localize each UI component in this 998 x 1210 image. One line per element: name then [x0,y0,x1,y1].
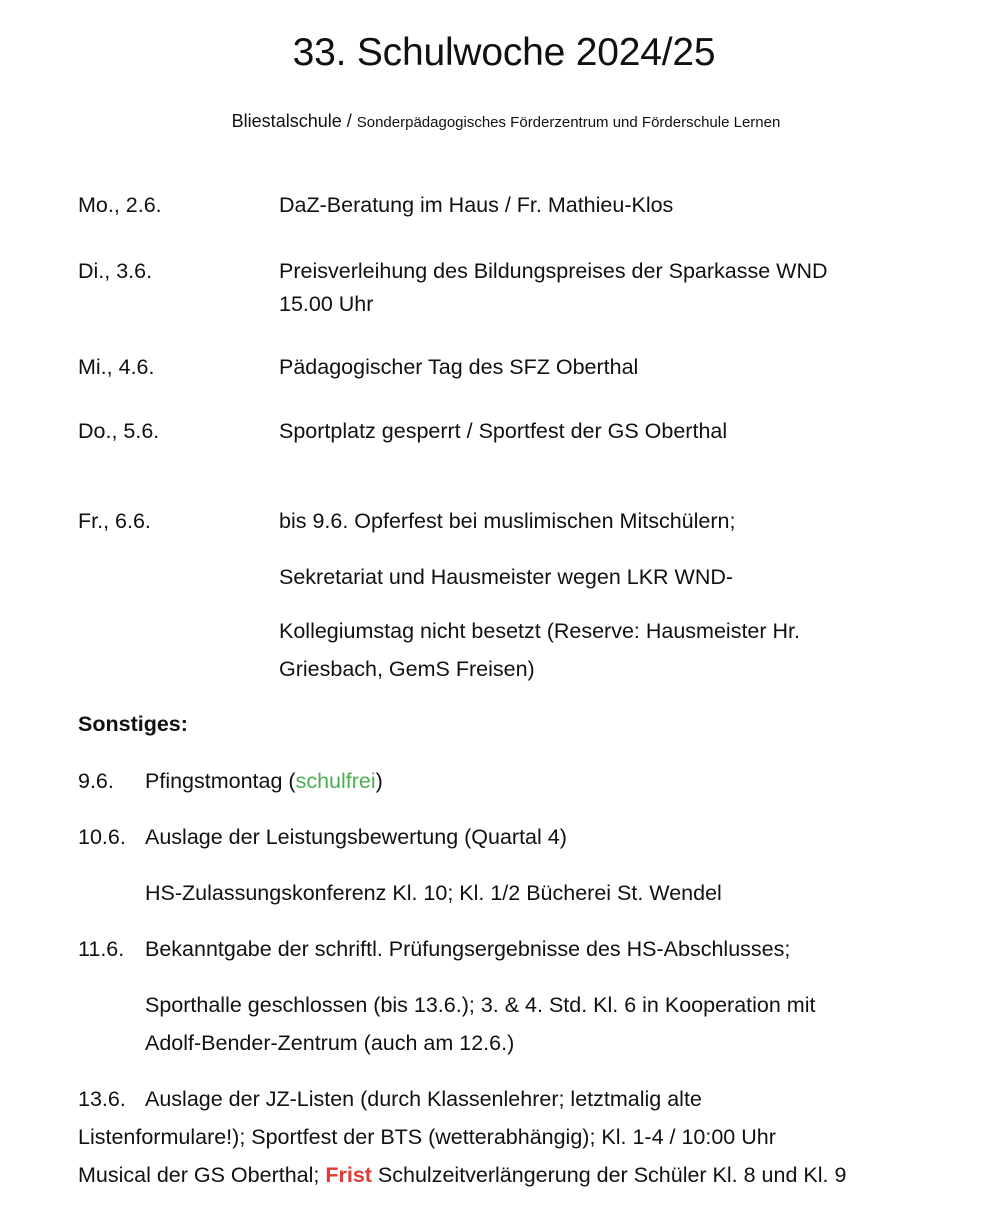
item-text-line: Listenformulare!); Sportfest der BTS (wetterabhängig); Kl. 1-4 / 10:00 Uhr [78,1125,776,1149]
item-text: Musical der GS Oberthal; [78,1163,326,1187]
item-text: Pfingstmontag ( [145,769,296,793]
event-text [279,505,919,688]
day-label: Fr., 6.6. [78,509,151,533]
item-text: Auslage der JZ-Listen (durch Klassenlehrer; letztmalig alte [145,1087,702,1111]
event-line: Griesbach, GemS Freisen) [279,657,535,681]
day-label: Mi., 4.6. [78,355,155,379]
other-item-10-6 [78,818,948,912]
item-text-line [78,1156,948,1194]
day-label: Di., 3.6. [78,259,153,283]
item-text: Bekanntgabe der schriftl. Prüfungsergebnisse des HS-Abschlusses; [145,937,791,961]
item-text: Auslage der Leistungsbewertung (Quartal 4) [145,825,567,849]
deadline-label: Frist [325,1163,372,1187]
event-text [279,255,919,321]
page-title: 33. Schulwoche 2024/25 [292,31,716,74]
event-line: Kollegiumstag nicht besetzt (Reserve: Hausmeister Hr. [279,619,800,643]
event-line: DaZ-Beratung im Haus / Fr. Mathieu-Klos [279,193,674,217]
item-date: 9.6. [78,769,114,793]
item-continuation: Sporthalle geschlossen (bis 13.6.); 3. & 4. Std. Kl. 6 in Kooperation mit [145,993,816,1017]
other-item-11-6 [78,930,948,1062]
school-subtitle [0,109,998,135]
other-item-9-6 [78,762,948,800]
other-item-13-6 [78,1080,948,1194]
item-date: 10.6. [78,825,126,849]
other-heading: Sonstiges: [78,712,188,736]
event-line: Preisverleihung des Bildungspreises der Sparkasse WND [279,259,828,283]
item-continuation: Adolf-Bender-Zentrum (auch am 12.6.) [145,1031,515,1055]
holiday-status: schulfrei [295,769,376,793]
day-label: Mo., 2.6. [78,193,162,217]
item-continuation: HS-Zulassungskonferenz Kl. 10; Kl. 1/2 Bücherei St. Wendel [145,881,722,905]
day-label: Do., 5.6. [78,419,160,443]
event-line: Sportplatz gesperrt / Sportfest der GS Oberthal [279,419,728,443]
event-text [279,351,919,384]
event-text [279,189,919,222]
item-text-end: ) [375,769,383,793]
event-line: Sekretariat und Hausmeister wegen LKR WND- [279,565,734,589]
school-description: Sonderpädagogisches Förderzentrum und Förderschule Lernen [356,114,781,131]
event-line: 15.00 Uhr [279,292,374,316]
item-date: 11.6. [78,937,125,961]
school-name: Bliestalschule / [231,111,357,131]
item-text: Schulzeitverlängerung der Schüler Kl. 8 und Kl. 9 [371,1163,847,1187]
event-line: bis 9.6. Opferfest bei muslimischen Mitschülern; [279,509,736,533]
event-text [279,415,919,448]
event-line: Pädagogischer Tag des SFZ Oberthal [279,355,639,379]
item-date: 13.6. [78,1087,126,1111]
